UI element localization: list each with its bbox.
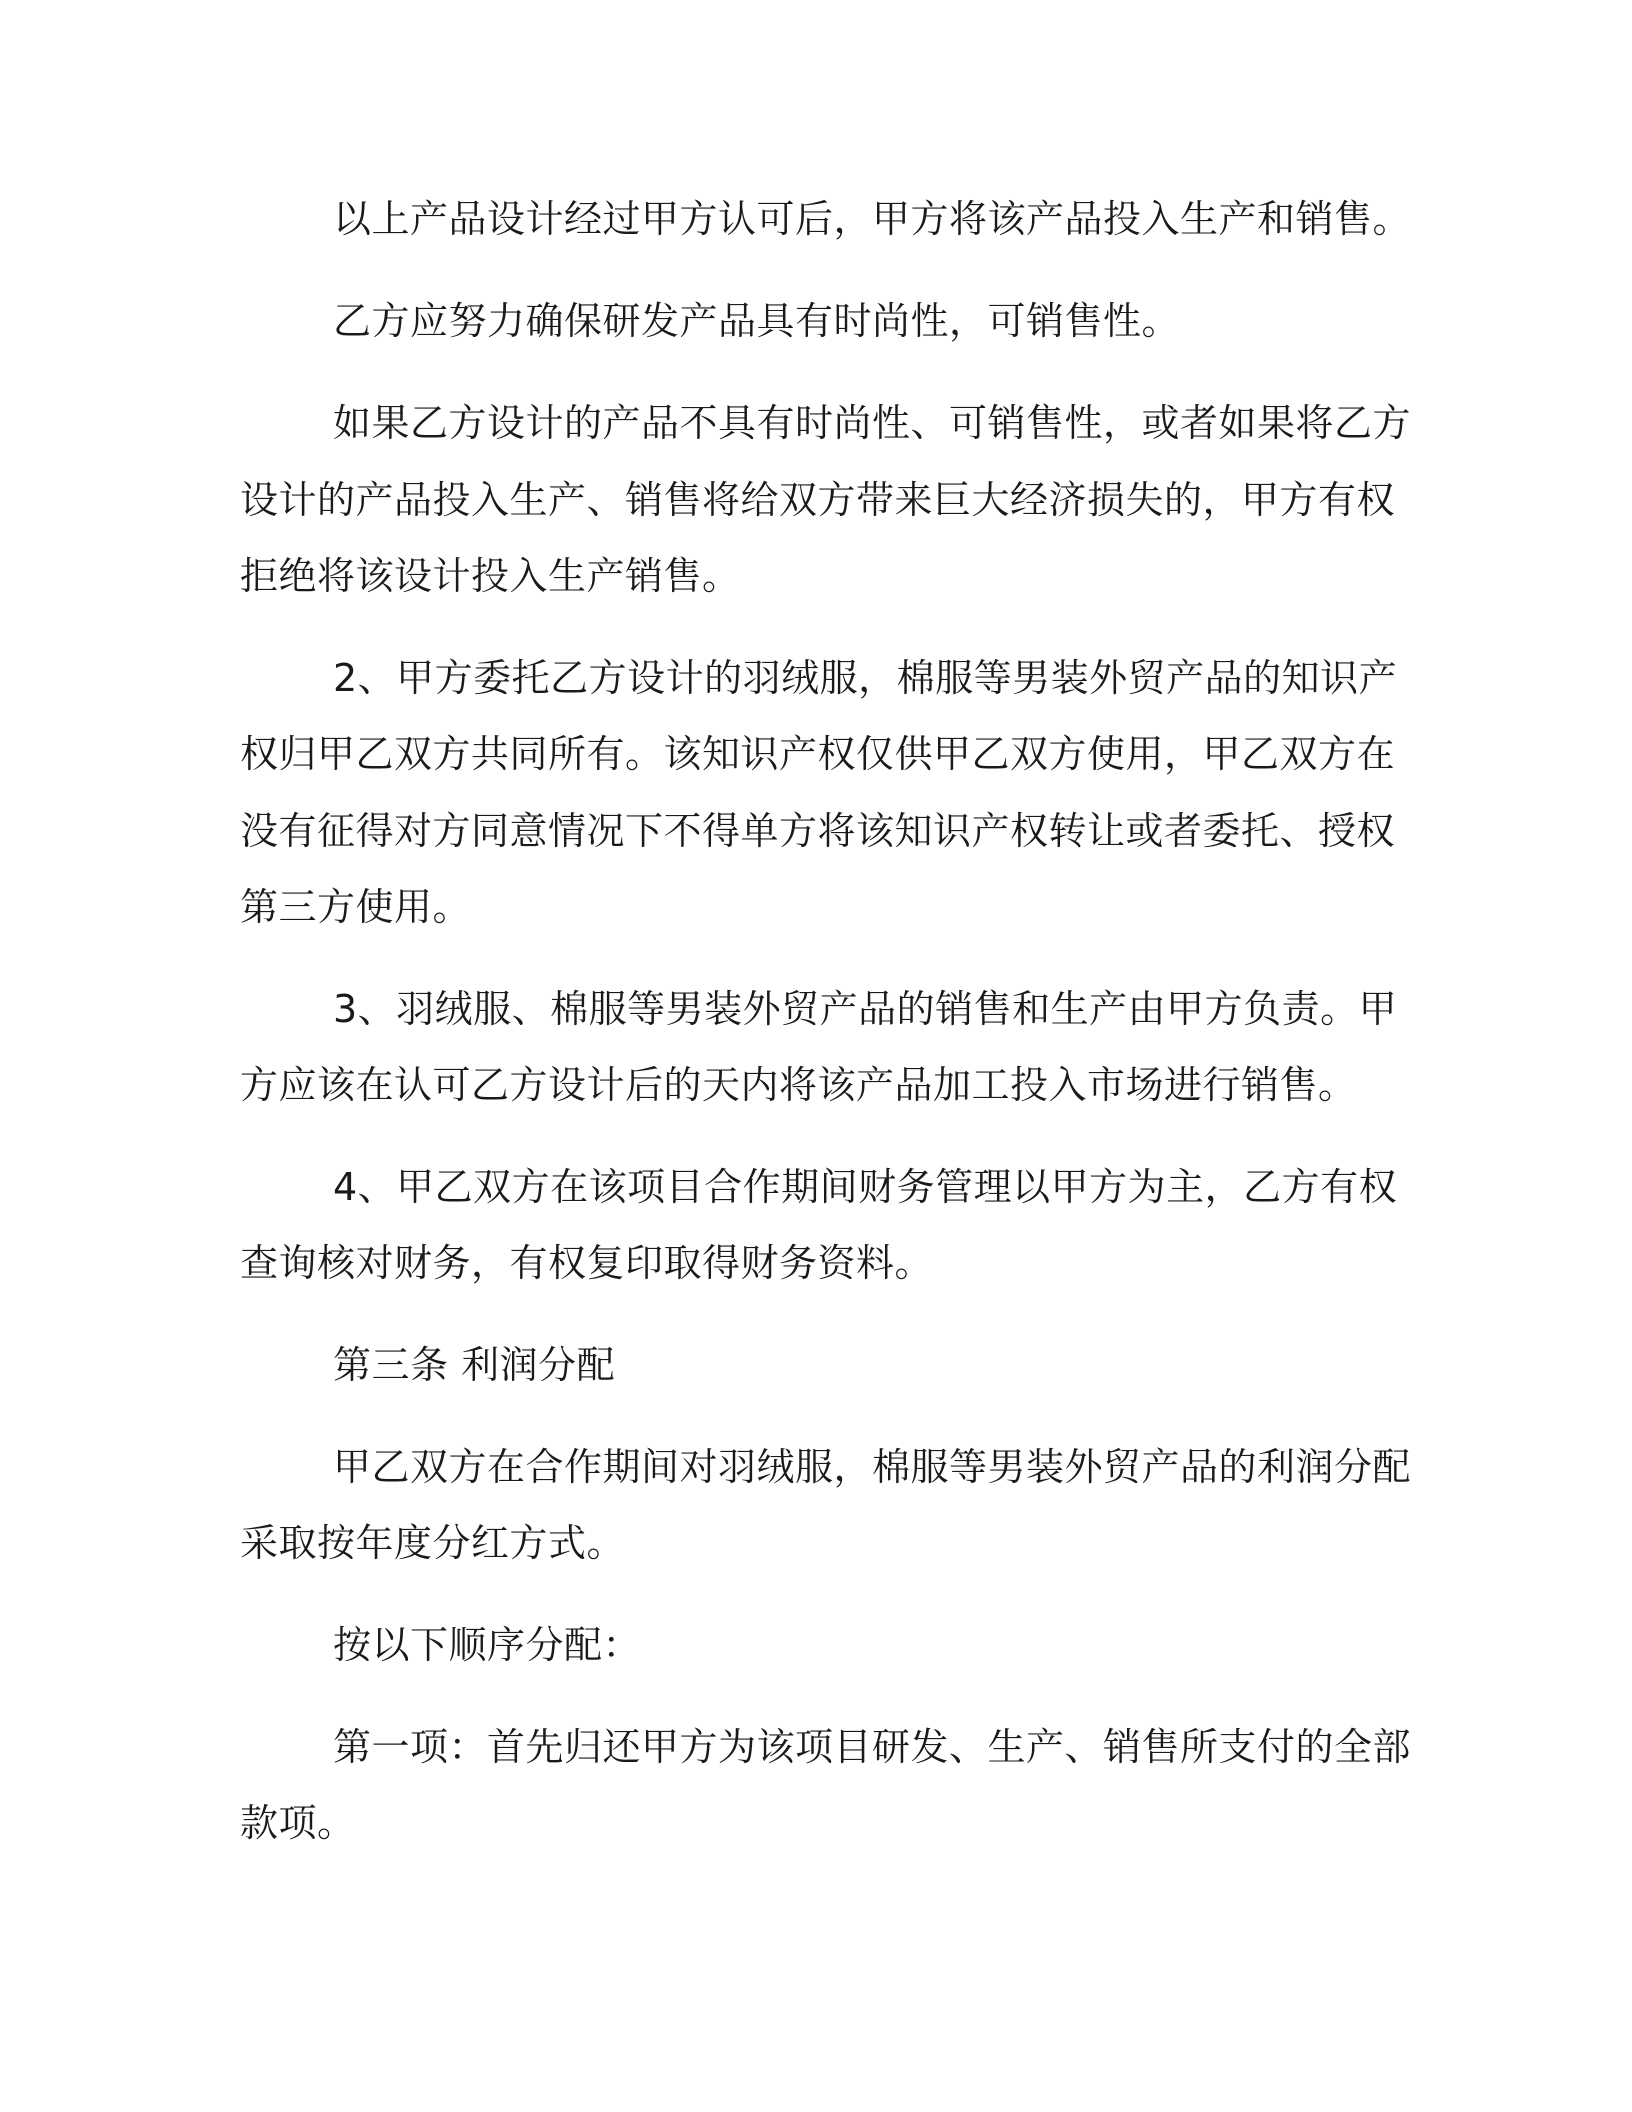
text-line: 3、羽绒服、棉服等男装外贸产品的销售和生产由甲方负责。甲 [333,987,1398,1031]
text-line: 采取按年度分红方式。 [240,1521,626,1565]
text-line: 没有征得对方同意情况下不得单方将该知识产权转让或者委托、授权 [240,809,1396,853]
text-line: 4、甲乙双方在该项目合作期间财务管理以甲方为主，乙方有权 [333,1165,1398,1209]
text-line: 如果乙方设计的产品不具有时尚性、可销售性，或者如果将乙方 [333,401,1412,445]
text-line: 设计的产品投入生产、销售将给双方带来巨大经济损失的，甲方有权 [240,478,1396,522]
text-line: 方应该在认可乙方设计后的天内将该产品加工投入市场进行销售。 [240,1063,1357,1107]
text-line: 查询核对财务，有权复印取得财务资料。 [240,1241,934,1285]
text-line: 第三方使用。 [240,885,472,929]
text-line: 甲乙双方在合作期间对羽绒服，棉服等男装外贸产品的利润分配 [333,1445,1412,1489]
section-heading: 第三条 利润分配 [333,1343,616,1387]
text-line: 按以下顺序分配： [333,1623,642,1667]
text-line: 乙方应努力确保研发产品具有时尚性，可销售性。 [333,299,1181,343]
text-line: 拒绝将该设计投入生产销售。 [240,554,741,598]
text-line: 款项。 [240,1801,356,1845]
text-line: 以上产品设计经过甲方认可后，甲方将该产品投入生产和销售。 [333,197,1412,241]
text-line: 第一项：首先归还甲方为该项目研发、生产、销售所支付的全部 [333,1725,1412,1769]
text-line: 2、甲方委托乙方设计的羽绒服，棉服等男装外贸产品的知识产 [333,656,1398,700]
text-line: 权归甲乙双方共同所有。该知识产权仅供甲乙双方使用，甲乙双方在 [240,732,1396,776]
